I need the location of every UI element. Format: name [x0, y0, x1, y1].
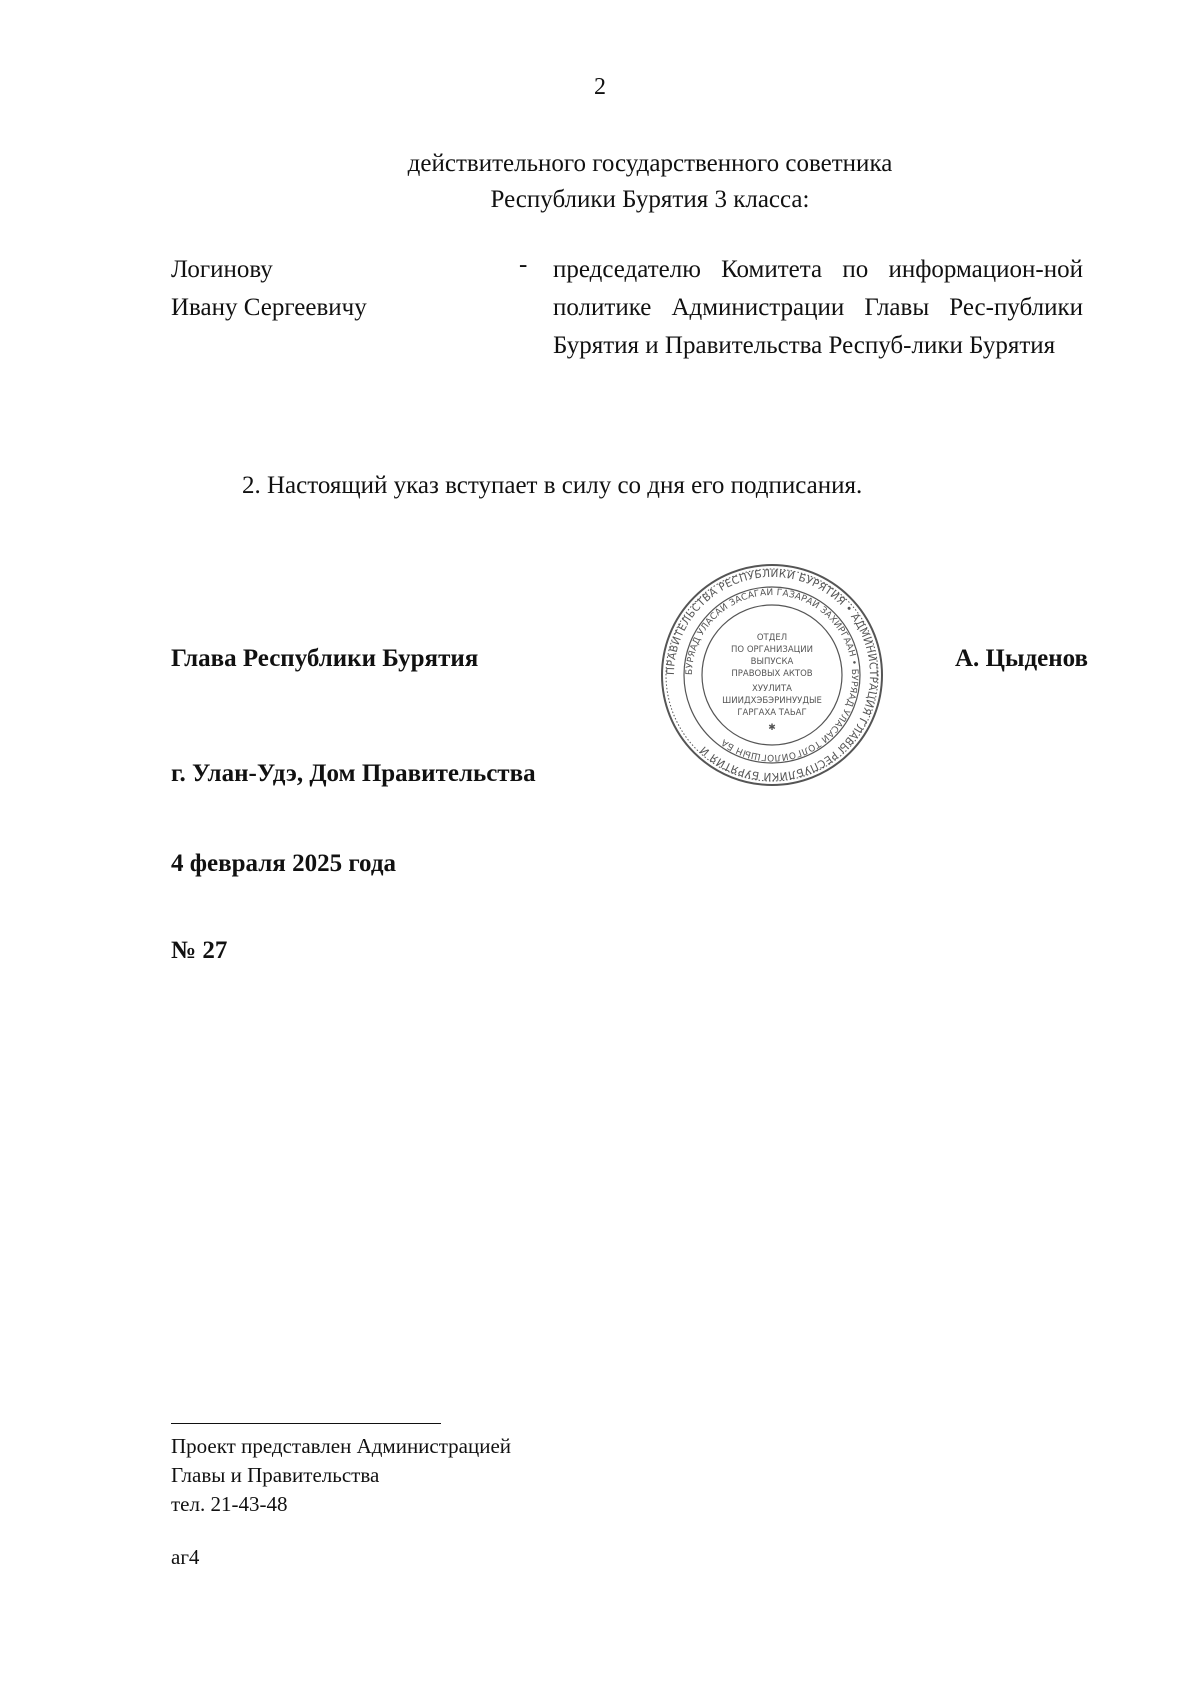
footer-note: [171, 1432, 511, 1519]
signing-place: г. Улан-Удэ, Дом Правительства: [171, 760, 536, 787]
appointee-surname: Логинову: [171, 256, 273, 283]
document-code: аг4: [171, 1545, 200, 1569]
appointee-given-names: Ивану Сергеевичу: [171, 294, 367, 321]
decree-number: № 27: [171, 937, 228, 964]
signing-date: 4 февраля 2025 года: [171, 850, 396, 877]
seal-outer-ring-text: ПРАВИТЕЛЬСТВА РЕСПУБЛИКИ БУРЯТИЯ • АДМИНИСТРАЦИЯ ГЛАВЫ РЕСПУБЛИКИ БУРЯТИЯ И: [664, 567, 880, 783]
seal-star-icon: ✱: [768, 723, 776, 733]
seal-inner-ring-text: БУРЯАД УЛАСАЙ ЗАСАГАЙ ГАЗАРАЙ ЗАХИРГААН • БУРЯАД УЛАСАЙ ТОЛГОЙЛОГШЫН БА: [684, 587, 860, 763]
seal-center-line: ХУУЛИТА: [752, 684, 792, 694]
page-number: 2: [594, 74, 606, 100]
signer-name: А. Цыденов: [954, 645, 1088, 672]
footer-line-2: Главы и Правительства: [171, 1463, 380, 1487]
signer-title: Глава Республики Бурятия: [171, 645, 479, 672]
appointee-name: [171, 251, 367, 327]
rank-line-1: действительного государственного советника: [407, 150, 893, 177]
appointee-position: председателю Комитета по информацион-ной политике Администрации Главы Рес-публики Бурятия и Правительства Респуб-лики Бурятия: [553, 256, 1083, 359]
seal-center-line: ВЫПУСКА: [750, 657, 794, 667]
seal-center-line: ПРАВОВЫХ АКТОВ: [731, 669, 813, 679]
appointee-dash: -: [519, 251, 528, 278]
rank-title: [0, 146, 1200, 218]
seal-center-line: ШИИДХЭБЭРИНУУДЫЕ: [722, 696, 822, 706]
footer-phone: тел. 21-43-48: [171, 1492, 288, 1516]
clause-2: 2. Настоящий указ вступает в силу со дня его подписания.: [242, 472, 863, 499]
footer-divider: [171, 1423, 441, 1424]
seal-center-line: ГАРГАХА ТАЬАГ: [737, 708, 807, 718]
seal-center-line: ПО ОРГАНИЗАЦИИ: [731, 645, 813, 655]
rank-line-2: Республики Бурятия 3 класса:: [490, 186, 810, 213]
footer-line-1: Проект представлен Администрацией: [171, 1434, 512, 1458]
official-seal-icon: [657, 560, 887, 790]
seal-center-line: ОТДЕЛ: [756, 633, 788, 643]
